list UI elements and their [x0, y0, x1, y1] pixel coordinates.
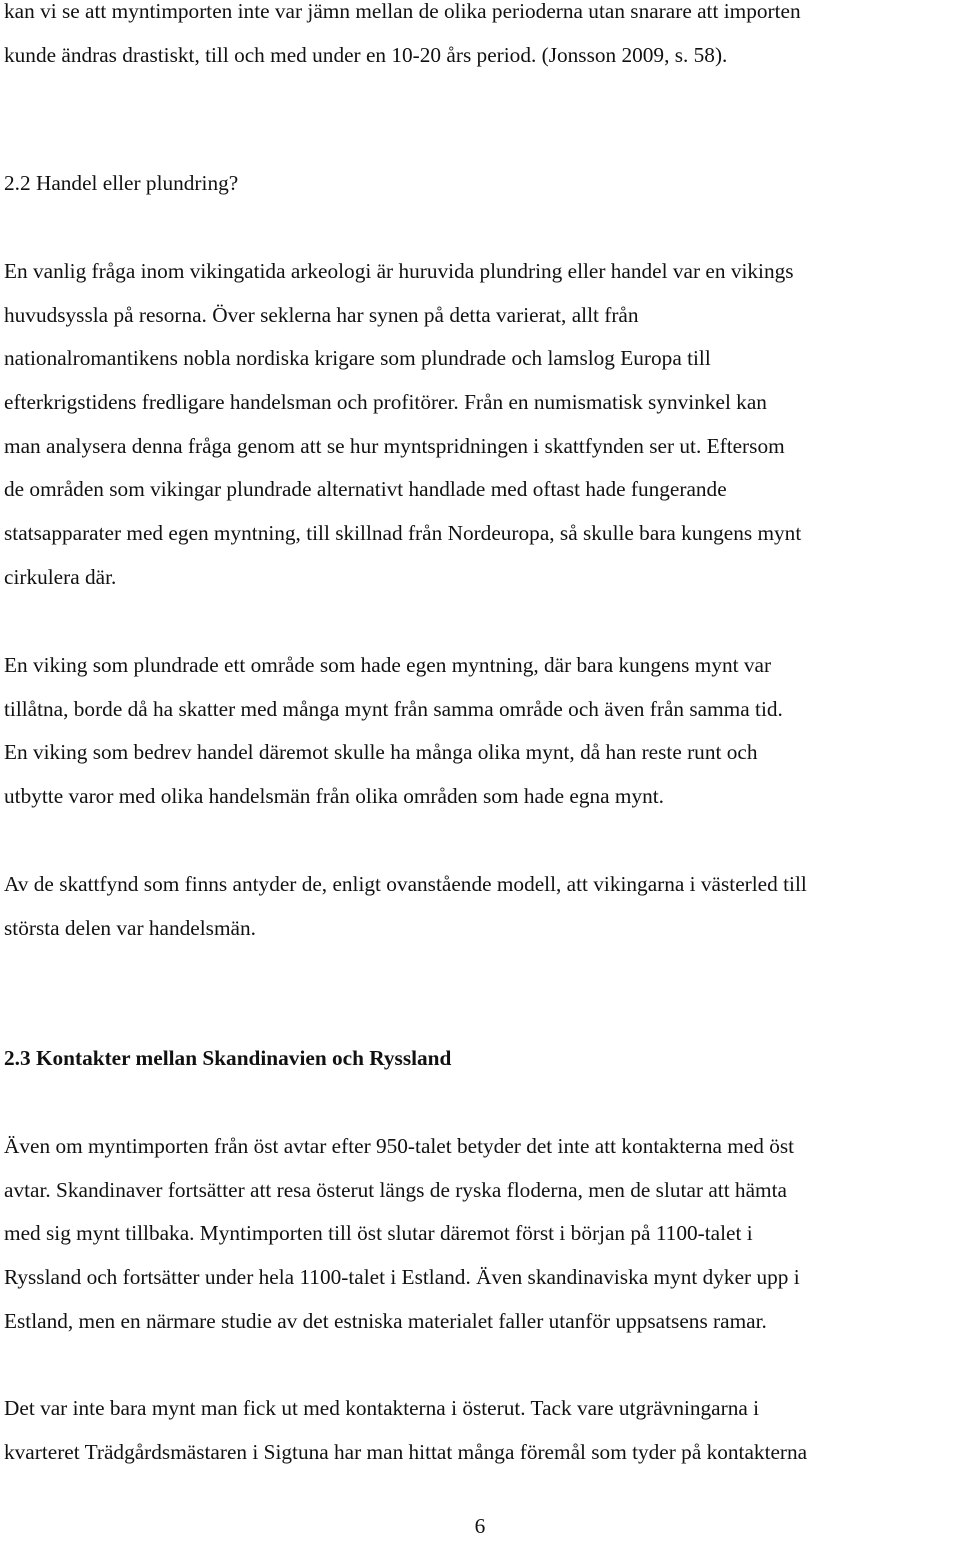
text-line: med sig mynt tillbaka. Myntimporten till öst slutar däremot först i början på 1100-talet i: [4, 1221, 753, 1246]
text-line: kvarteret Trädgårdsmästaren i Sigtuna har man hittat många föremål som tyder på kontakterna: [4, 1439, 808, 1464]
section-heading-2-3: [4, 1037, 960, 1081]
section-heading-2-2: [4, 162, 960, 206]
paragraph-trade-or-plunder: [4, 250, 960, 600]
text-line: kunde ändras drastiskt, till och med under en 10-20 års period. (Jonsson 2009, s. 58).: [4, 42, 728, 67]
text-line: tillåtna, borde då ha skatter med många mynt från samma område och även från samma tid.: [4, 696, 783, 721]
text-line: utbytte varor med olika handelsmän från olika områden som hade egna mynt.: [4, 784, 665, 809]
text-line: största delen var handelsmän.: [4, 915, 256, 940]
paragraph-plundering-viking: [4, 644, 960, 819]
page-number: 6: [474, 1514, 486, 1538]
text-line: En viking som bedrev handel däremot skulle ha många olika mynt, då han reste runt och: [4, 740, 758, 765]
paragraph-treasure-finds: [4, 863, 960, 950]
text-line: Av de skattfynd som finns antyder de, enligt ovanstående modell, att vikingarna i västerled till: [4, 872, 807, 896]
heading-text: 2.2 Handel eller plundring?: [4, 171, 239, 195]
text-line: En viking som plundrade ett område som hade egen myntning, där bara kungens mynt var: [4, 653, 772, 677]
text-line: nationalromantikens nobla nordiska krigare som plundrade och lamslog Europa till: [4, 346, 711, 371]
text-line: Även om myntimporten från öst avtar efter 950-talet betyder det inte att kontakterna med öst: [4, 1134, 795, 1158]
text-line: huvudsyssla på resorna. Över seklerna har synen på detta varierat, allt från: [4, 302, 639, 327]
text-line: kan vi se att myntimporten inte var jämn mellan de olika perioderna utan snarare att importen: [4, 0, 801, 23]
paragraph-east-contacts: [4, 1125, 960, 1343]
text-line: cirkulera där.: [4, 564, 117, 589]
text-line: statsapparater med egen myntning, till skillnad från Nordeuropa, så skulle bara kungens mynt: [4, 521, 802, 546]
text-line: de områden som vikingar plundrade alternativt handlade med oftast hade fungerande: [4, 477, 727, 502]
text-line: man analysera denna fråga genom att se hur myntspridningen i skattfynden ser ut. Eftersom: [4, 433, 785, 458]
text-line: avtar. Skandinaver fortsätter att resa österut längs de ryska floderna, men de slutar att hämta: [4, 1177, 787, 1202]
text-line: efterkrigstidens fredligare handelsman och profitörer. Från en numismatisk synvinkel kan: [4, 390, 767, 415]
heading-text: 2.3 Kontakter mellan Skandinavien och Ryssland: [4, 1046, 452, 1070]
text-line: Det var inte bara mynt man fick ut med kontakterna i österut. Tack vare utgrävningarna i: [4, 1396, 760, 1420]
text-line: En vanlig fråga inom vikingatida arkeologi är huruvida plundring eller handel var en vikings: [4, 259, 794, 283]
text-line: Ryssland och fortsätter under hela 1100-talet i Estland. Även skandinaviska mynt dyker upp i: [4, 1265, 800, 1290]
paragraph-continuation: [4, 0, 960, 77]
text-line: Estland, men en närmare studie av det estniska materialet faller utanför uppsatsens ramar.: [4, 1308, 767, 1333]
paragraph-sigtuna: [4, 1387, 960, 1474]
